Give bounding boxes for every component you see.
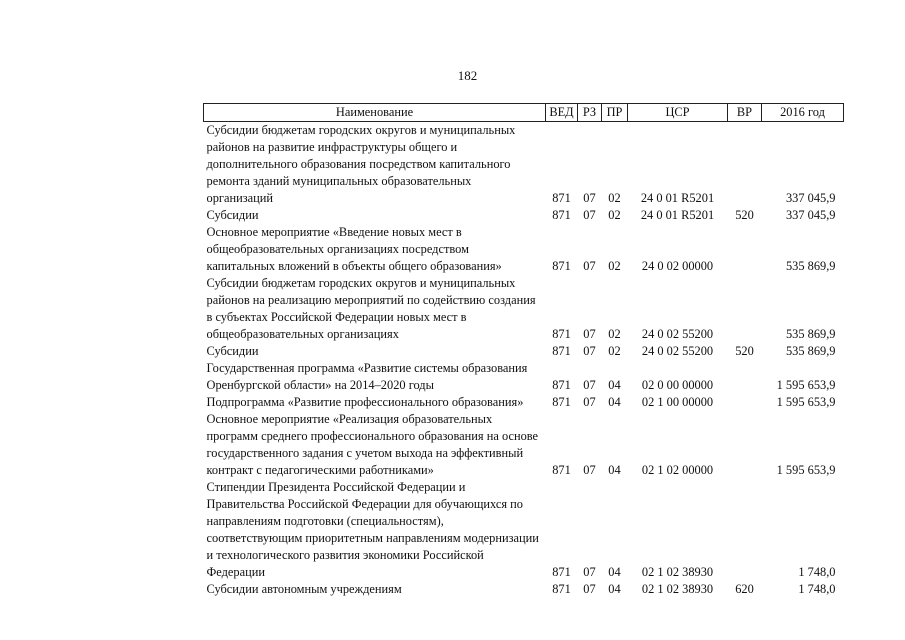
row-amount: 535 869,9 [785, 259, 836, 273]
row-ved: 871 [552, 208, 571, 222]
row-amount: 535 869,9 [785, 344, 836, 358]
row-csr: 02 1 02 38930 [641, 565, 714, 579]
row-csr: 24 0 02 00000 [641, 259, 714, 273]
header-vr: ВР [728, 104, 762, 122]
header-rz: РЗ [578, 104, 602, 122]
table-row [204, 411, 844, 479]
row-amount: 337 045,9 [785, 191, 836, 205]
row-pr: 02 [608, 208, 621, 222]
row-pr: 02 [608, 259, 621, 273]
row-ved: 871 [552, 191, 571, 205]
row-vr [728, 360, 762, 394]
row-name: Субсидии бюджетам городских округов и муниципальных районов на развитие инфраструктуры общего и дополнительного образования посредством капитального ремонта зданий муниципальных образовательных организаций [206, 123, 516, 205]
table-row [204, 479, 844, 581]
row-vr [728, 411, 762, 479]
row-amount: 1 595 653,9 [776, 378, 836, 392]
row-name: Субсидии [206, 344, 259, 358]
header-pr: ПР [602, 104, 628, 122]
row-rz: 07 [583, 378, 596, 392]
table-header [204, 104, 844, 122]
row-pr: 04 [608, 582, 621, 596]
row-name: Подпрограмма «Развитие профессионального образования» [206, 395, 524, 409]
row-name: Субсидии автономным учреждениям [206, 582, 402, 596]
row-csr: 02 0 00 00000 [641, 378, 714, 392]
row-pr: 04 [608, 378, 621, 392]
row-rz: 07 [583, 259, 596, 273]
table-row [204, 360, 844, 394]
row-ved: 871 [552, 463, 571, 477]
row-csr: 02 1 02 00000 [641, 463, 714, 477]
table-row [204, 343, 844, 360]
row-vr [728, 479, 762, 581]
row-pr: 02 [608, 191, 621, 205]
header-csr: ЦСР [628, 104, 728, 122]
row-name: Государственная программа «Развитие системы образования Оренбургской области» на 2014–2020 годы [206, 361, 528, 392]
row-name: Основное мероприятие «Введение новых мест в общеобразовательных организациях посредством капитальных вложений в объекты общего образования» [206, 225, 502, 273]
row-rz: 07 [583, 565, 596, 579]
row-ved: 871 [552, 259, 571, 273]
table-row [204, 224, 844, 275]
row-ved: 871 [552, 582, 571, 596]
row-rz: 07 [583, 395, 596, 409]
table-row [204, 581, 844, 598]
row-rz: 07 [583, 344, 596, 358]
row-amount: 1 595 653,9 [776, 463, 836, 477]
row-ved: 871 [552, 344, 571, 358]
table-body [204, 122, 844, 599]
row-ved: 871 [552, 565, 571, 579]
row-vr [728, 122, 762, 208]
row-csr: 24 0 02 55200 [641, 327, 714, 341]
row-pr: 02 [608, 327, 621, 341]
row-rz: 07 [583, 191, 596, 205]
header-year: 2016 год [762, 104, 844, 122]
row-name: Субсидии [206, 208, 259, 222]
row-csr: 24 0 02 55200 [641, 344, 714, 358]
row-vr [728, 224, 762, 275]
row-vr [728, 394, 762, 411]
row-name: Основное мероприятие «Реализация образовательных программ среднего профессионального образования на основе государственного задания с учетом выхода на эффективный контракт с педагогическими работниками» [206, 412, 539, 477]
row-vr [728, 275, 762, 343]
header-name: Наименование [204, 104, 546, 122]
row-csr: 24 0 01 R5201 [640, 191, 715, 205]
row-vr: 620 [735, 582, 754, 596]
row-csr: 02 1 00 00000 [641, 395, 714, 409]
row-amount: 337 045,9 [785, 208, 836, 222]
row-amount: 1 595 653,9 [776, 395, 836, 409]
row-ved: 871 [552, 395, 571, 409]
row-name: Субсидии бюджетам городских округов и муниципальных районов на реализацию мероприятий по содействию создания в субъектах Российской Федерации новых мест в общеобразовательных организациях [206, 276, 536, 341]
row-pr: 04 [608, 565, 621, 579]
row-vr: 520 [735, 208, 754, 222]
table-row [204, 122, 844, 208]
header-ved: ВЕД [546, 104, 578, 122]
row-pr: 04 [608, 395, 621, 409]
row-pr: 02 [608, 344, 621, 358]
row-amount: 1 748,0 [798, 565, 836, 579]
row-amount: 535 869,9 [785, 327, 836, 341]
row-name: Стипендии Президента Российской Федерации и Правительства Российской Федерации для обучающихся по направлениям подготовки (специальностям), соответствующим приоритетным направлениям модернизации и технологического развития экономики Российской Федерации [206, 480, 539, 579]
row-amount: 1 748,0 [798, 582, 836, 596]
page-number: 182 [457, 68, 478, 83]
table-row [204, 207, 844, 224]
budget-table [203, 103, 844, 598]
row-rz: 07 [583, 463, 596, 477]
row-csr: 02 1 02 38930 [641, 582, 714, 596]
row-pr: 04 [608, 463, 621, 477]
row-csr: 24 0 01 R5201 [640, 208, 715, 222]
row-ved: 871 [552, 327, 571, 341]
row-vr: 520 [735, 344, 754, 358]
table-row [204, 394, 844, 411]
row-rz: 07 [583, 327, 596, 341]
row-ved: 871 [552, 378, 571, 392]
row-rz: 07 [583, 208, 596, 222]
table-row [204, 275, 844, 343]
row-rz: 07 [583, 582, 596, 596]
